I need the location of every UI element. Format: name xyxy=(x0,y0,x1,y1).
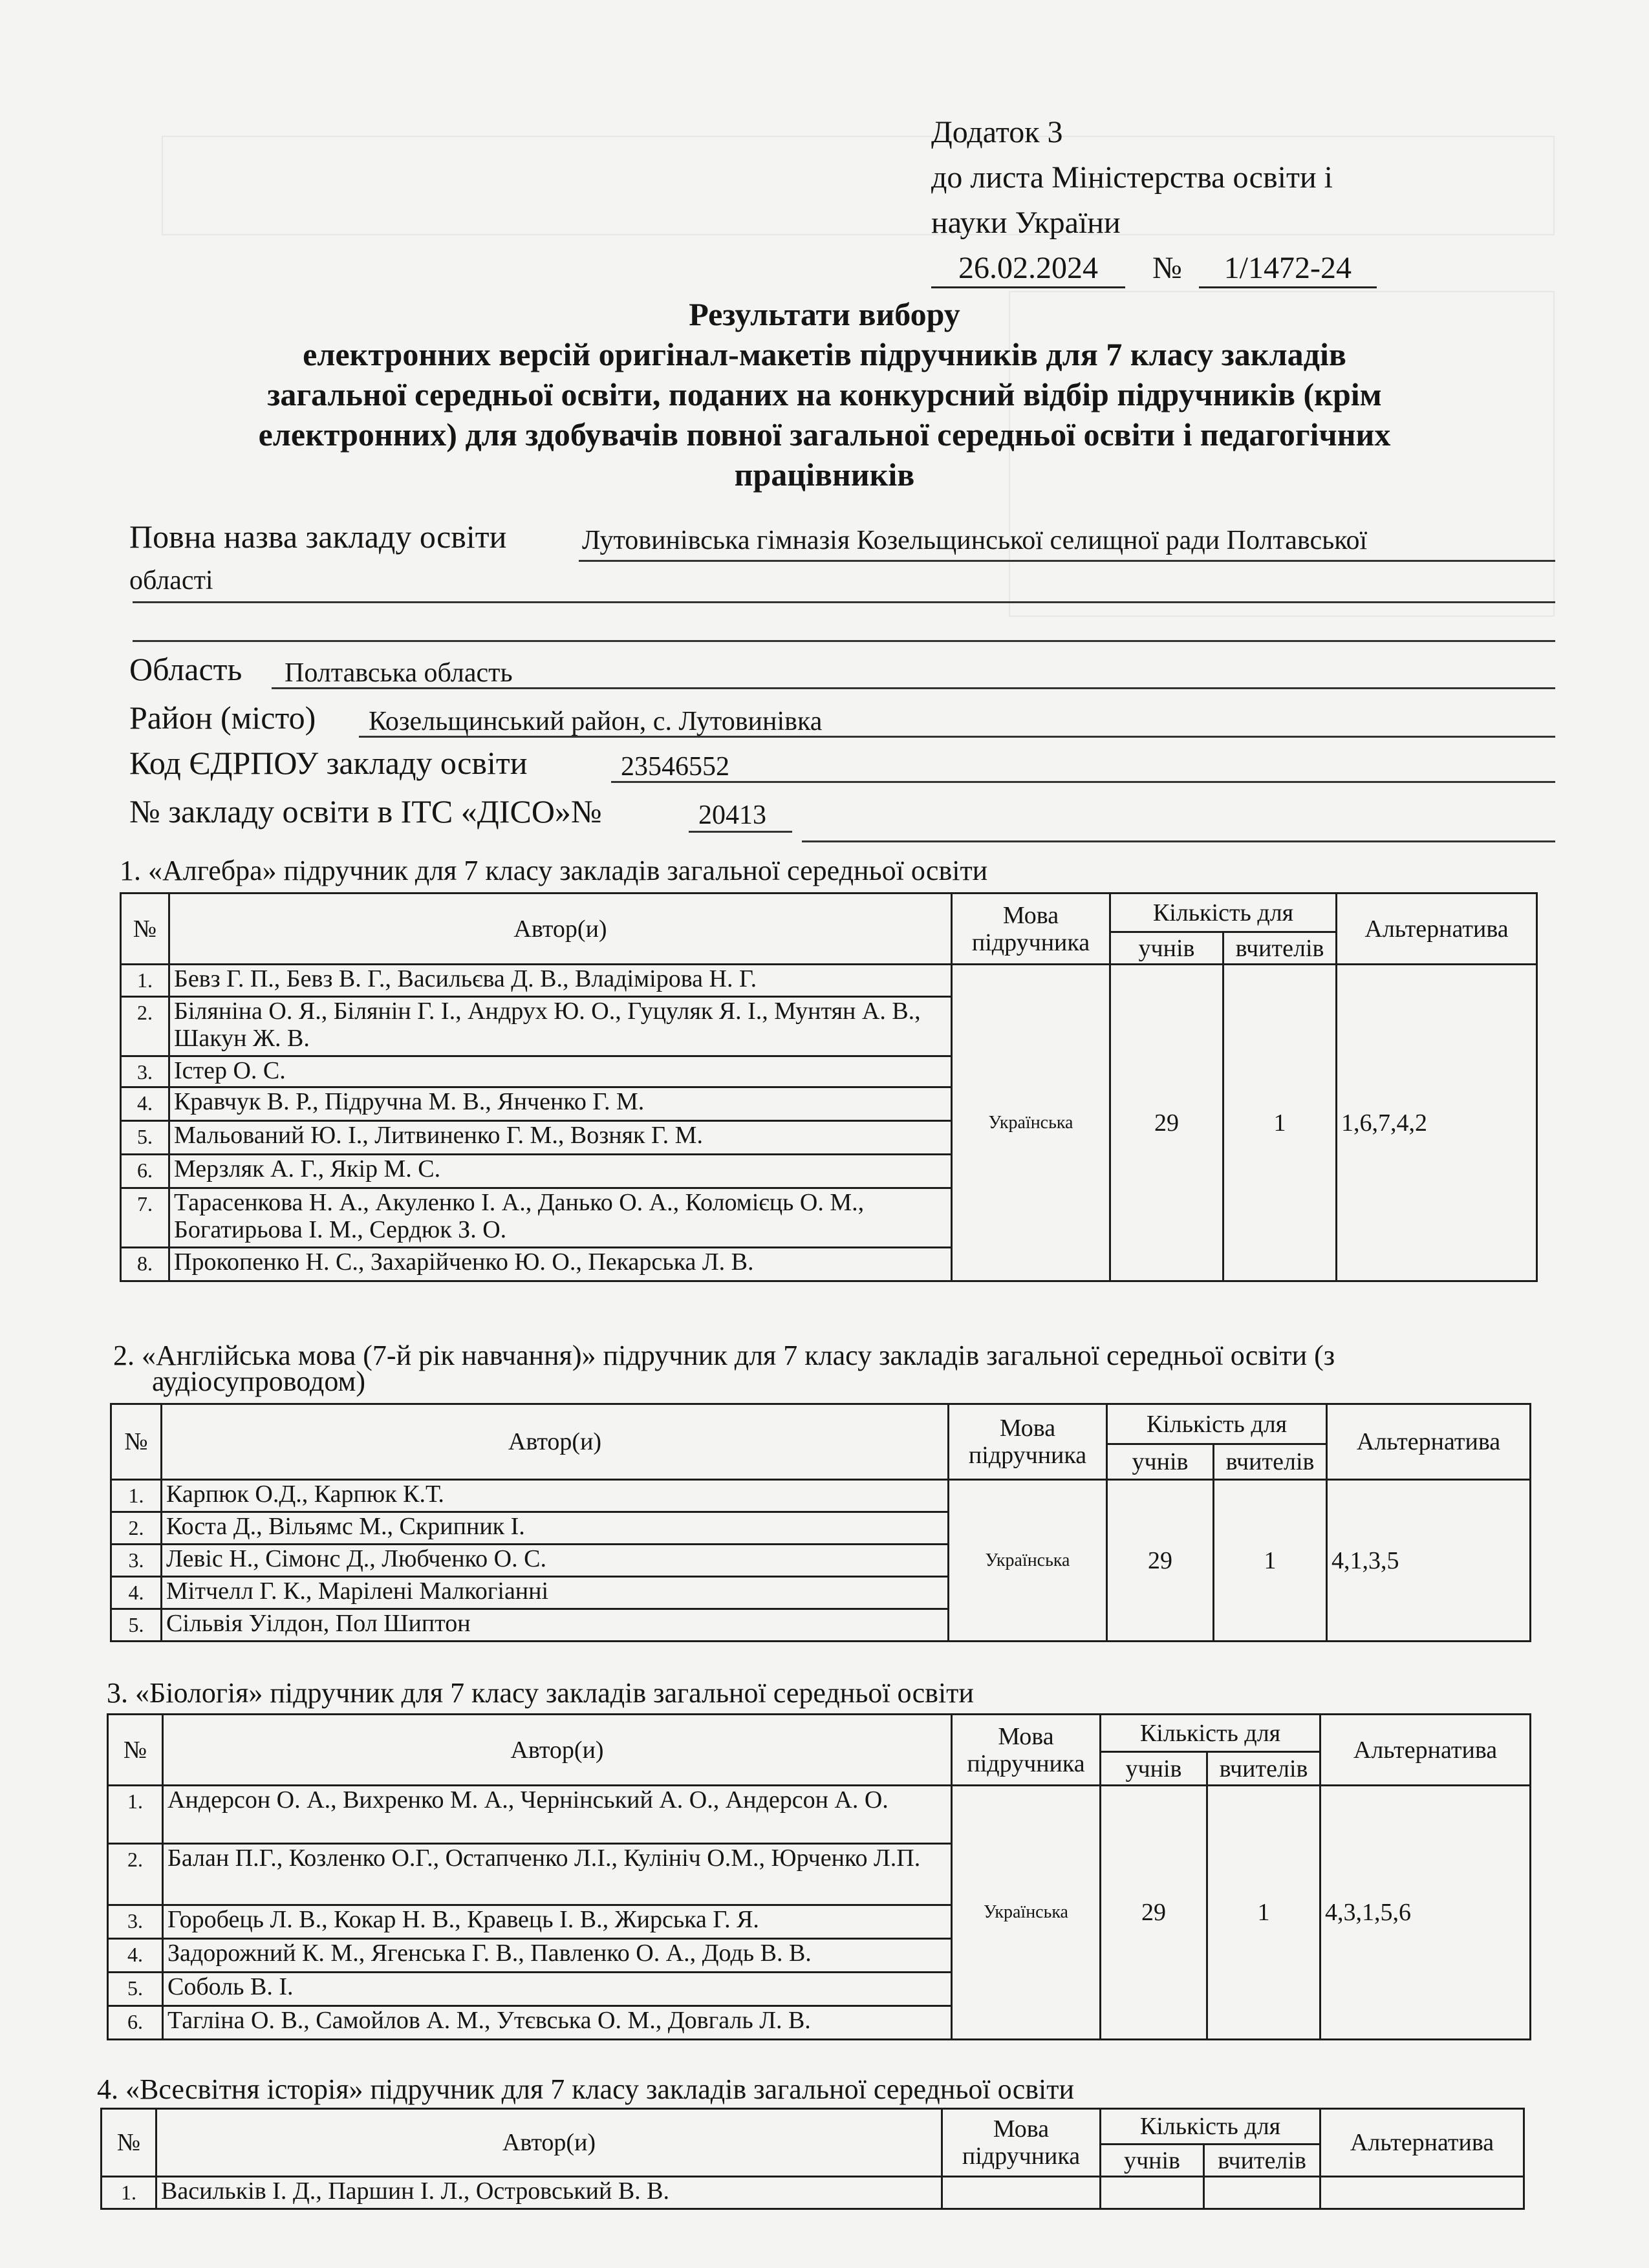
col-num: № xyxy=(102,2109,156,2177)
author-cell: Задорожний К. М., Ягенська Г. В., Павленко О. А., Додь В. В. xyxy=(163,1939,952,1973)
table-row: 1. Карпюк О.Д., Карпюк К.Т. Українська 29 1 4,1,3,5 xyxy=(111,1480,1531,1512)
table-row: 3. Левіс Н., Сімонс Д., Любченко О. С. xyxy=(111,1545,1531,1577)
region-field xyxy=(129,650,513,689)
students-count xyxy=(1101,2177,1204,2209)
col-language: Мова підручника xyxy=(952,1715,1101,1786)
author-cell: Андерсон О. А., Вихренко М. А., Чернінський А. О., Андерсон А. О. xyxy=(163,1786,952,1844)
author-cell: Коста Д., Вільямс М., Скрипник І. xyxy=(162,1512,949,1545)
region-value: Полтавська область xyxy=(285,658,513,688)
section-1-title: 1. «Алгебра» підручник для 7 класу закладів загальної середньої освіти xyxy=(120,855,988,886)
col-students: учнів xyxy=(1101,2145,1204,2177)
students-count: 29 xyxy=(1101,1786,1207,2040)
title-line-1: Результати вибору xyxy=(689,296,960,332)
col-teachers: вчителів xyxy=(1207,1752,1320,1786)
col-teachers: вчителів xyxy=(1204,2145,1320,2177)
alternative-value: 1,6,7,4,2 xyxy=(1337,965,1537,1281)
col-count: Кількість для xyxy=(1110,893,1337,932)
col-author: Автор(и) xyxy=(156,2109,942,2177)
institution-value-continued: області xyxy=(129,566,213,595)
col-students: учнів xyxy=(1107,1444,1214,1480)
author-cell: Прокопенко Н. С., Захарійченко Ю. О., Пекарська Л. В. xyxy=(169,1248,952,1281)
col-alternative: Альтернатива xyxy=(1320,2109,1524,2177)
algebra-table xyxy=(120,892,1538,1282)
author-cell: Тарасенкова Н. А., Акуленко І. А., Данько О. А., Коломієць О. М., Богатирьова І. М., Сердюк З. О. xyxy=(169,1188,952,1248)
col-language: Мова підручника xyxy=(952,893,1110,965)
institution-label: Повна назва закладу освіти xyxy=(129,519,507,555)
addendum-line-2: до листа Міністерства освіти і xyxy=(931,160,1333,195)
letter-date: 26.02.2024 xyxy=(931,253,1125,288)
biology-table xyxy=(107,1713,1531,2040)
district-field xyxy=(129,698,823,737)
table-row: 1. Бевз Г. П., Бевз В. Г., Васильєва Д. В., Владімірова Н. Г. Українська 29 1 1,6,7,4,2 xyxy=(121,965,1537,997)
edrpou-label: Код ЄДРПОУ закладу освіти xyxy=(129,745,528,781)
table-row: 2. Біляніна О. Я., Білянін Г. І., Андрух Ю. О., Гуцуляк Я. І., Мунтян А. В., Шакун Ж. В. xyxy=(121,997,1537,1056)
title-line-5: працівників xyxy=(734,456,915,493)
section-2-title-continued: аудіосупроводом) xyxy=(152,1365,365,1397)
teachers-count: 1 xyxy=(1223,965,1337,1281)
district-value: Козельщинський район, с. Лутовинівка xyxy=(369,707,823,736)
col-count: Кількість для xyxy=(1101,1715,1320,1752)
table-row: 1. Васильків І. Д., Паршин І. Л., Островський В. В. xyxy=(102,2177,1524,2209)
alternative-value: 4,3,1,5,6 xyxy=(1320,1786,1531,2040)
author-cell: Карпюк О.Д., Карпюк К.Т. xyxy=(162,1480,949,1512)
col-language: Мова підручника xyxy=(949,1404,1107,1480)
students-count: 29 xyxy=(1110,965,1223,1281)
addendum-line-3: науки України xyxy=(931,206,1121,240)
language-cell: Українська xyxy=(952,1786,1101,2040)
col-teachers: вчителів xyxy=(1223,932,1337,965)
underline xyxy=(133,601,1555,603)
col-students: учнів xyxy=(1110,932,1223,965)
underline xyxy=(579,560,1555,562)
table-row: 4. Кравчук В. Р., Підручна М. В., Янченко Г. М. xyxy=(121,1087,1537,1121)
table-row: 3. Істер О. С. xyxy=(121,1056,1537,1087)
table-row: 5. Соболь В. І. xyxy=(108,1973,1531,2006)
author-cell: Балан П.Г., Козленко О.Г., Остапченко Л.І., Кулініч О.М., Юрченко Л.П. xyxy=(163,1844,952,1905)
author-cell: Істер О. С. xyxy=(169,1056,952,1087)
author-cell: Бевз Г. П., Бевз В. Г., Васильєва Д. В., Владімірова Н. Г. xyxy=(169,965,952,997)
addendum-header xyxy=(931,110,1377,291)
col-author: Автор(и) xyxy=(169,893,952,965)
section-2-title: 2. «Англійська мова (7-й рік навчання)» підручник для 7 класу закладів загальної середньої освіти (з xyxy=(113,1340,1335,1371)
students-count: 29 xyxy=(1107,1480,1214,1642)
language-cell xyxy=(942,2177,1101,2209)
table-header-row xyxy=(102,2109,1524,2145)
edrpou-value: 23546552 xyxy=(621,752,729,782)
letter-number: 1/1472-24 xyxy=(1199,253,1377,288)
number-sign: № xyxy=(1152,251,1182,285)
teachers-count: 1 xyxy=(1207,1786,1320,2040)
table-header-row xyxy=(111,1404,1531,1444)
col-students: учнів xyxy=(1101,1752,1207,1786)
col-author: Автор(и) xyxy=(163,1715,952,1786)
table-row: 5. Сільвія Уілдон, Пол Шиптон xyxy=(111,1609,1531,1642)
table-row: 4. Задорожний К. М., Ягенська Г. В., Павленко О. А., Додь В. В. xyxy=(108,1939,1531,1973)
edrpou-field xyxy=(129,744,729,782)
table-row: 5. Мальований Ю. І., Литвиненко Г. М., Возняк Г. М. xyxy=(121,1121,1537,1155)
addendum-label: Додаток 3 xyxy=(931,115,1063,149)
author-cell: Левіс Н., Сімонс Д., Любченко О. С. xyxy=(162,1545,949,1577)
alternative-value: 4,1,3,5 xyxy=(1327,1480,1531,1642)
title-line-2: електронних версій оригінал-макетів підручників для 7 класу закладів xyxy=(303,336,1346,372)
english-table xyxy=(110,1403,1531,1642)
table-row: 4. Мітчелл Г. К., Марілені Малкогіанні xyxy=(111,1577,1531,1609)
section-4-title: 4. «Всесвітня історія» підручник для 7 класу закладів загальної середньої освіти xyxy=(97,2073,1075,2105)
author-cell: Васильків І. Д., Паршин І. Л., Островський В. В. xyxy=(156,2177,942,2209)
col-count: Кількість для xyxy=(1101,2109,1320,2145)
table-header-row xyxy=(121,893,1537,932)
underline xyxy=(359,736,1555,738)
col-author: Автор(и) xyxy=(162,1404,949,1480)
author-cell: Соболь В. І. xyxy=(163,1973,952,2006)
col-alternative: Альтернатива xyxy=(1320,1715,1531,1786)
itc-field xyxy=(129,792,766,831)
author-cell: Горобець Л. В., Кокар Н. В., Кравець І. В., Жирська Г. Я. xyxy=(163,1905,952,1939)
table-row: 2. Коста Д., Вільямс М., Скрипник І. xyxy=(111,1512,1531,1545)
col-count: Кількість для xyxy=(1107,1404,1327,1444)
world-history-table xyxy=(100,2108,1525,2210)
col-num: № xyxy=(108,1715,163,1786)
region-label: Область xyxy=(129,651,242,687)
author-cell: Сільвія Уілдон, Пол Шиптон xyxy=(162,1609,949,1642)
itc-value: 20413 xyxy=(698,800,766,830)
language-cell: Українська xyxy=(952,965,1110,1281)
table-row: 6. Тагліна О. В., Самойлов А. М., Утєвська О. М., Довгаль Л. В. xyxy=(108,2006,1531,2040)
author-cell: Мерзляк А. Г., Якір М. С. xyxy=(169,1155,952,1188)
itc-label: № закладу освіти в ІТС «ДІСО»№ xyxy=(129,793,602,829)
col-language: Мова підручника xyxy=(942,2109,1101,2177)
title-line-4: електронних) для здобувачів повної загальної середньої освіти і педагогічних xyxy=(258,416,1391,453)
col-alternative: Альтернатива xyxy=(1327,1404,1531,1480)
table-row: 7. Тарасенкова Н. А., Акуленко І. А., Данько О. А., Коломієць О. М., Богатирьова І. М., Сердюк З. О. xyxy=(121,1188,1537,1248)
author-cell: Тагліна О. В., Самойлов А. М., Утєвська О. М., Довгаль Л. В. xyxy=(163,2006,952,2040)
underline xyxy=(802,840,1555,842)
col-alternative: Альтернатива xyxy=(1337,893,1537,965)
district-label: Район (місто) xyxy=(129,700,316,736)
underline xyxy=(133,640,1555,642)
language-cell: Українська xyxy=(949,1480,1107,1642)
table-header-row xyxy=(108,1715,1531,1752)
section-3-title: 3. «Біологія» підручник для 7 класу закладів загальної середньої освіти xyxy=(107,1677,974,1709)
underline xyxy=(689,831,792,833)
author-cell: Кравчук В. Р., Підручна М. В., Янченко Г. М. xyxy=(169,1087,952,1121)
title-line-3: загальної середньої освіти, поданих на конкурсний відбір підручників (крім xyxy=(267,376,1382,412)
institution-value: Лутовинівська гімназія Козельщинської селищної ради Полтавської xyxy=(582,526,1368,555)
col-teachers: вчителів xyxy=(1214,1444,1327,1480)
alternative-value xyxy=(1320,2177,1524,2209)
document-title xyxy=(97,294,1552,495)
author-cell: Мальований Ю. І., Литвиненко Г. М., Возняк Г. М. xyxy=(169,1121,952,1155)
teachers-count xyxy=(1204,2177,1320,2209)
author-cell: Біляніна О. Я., Білянін Г. І., Андрух Ю. О., Гуцуляк Я. І., Мунтян А. В., Шакун Ж. В. xyxy=(169,997,952,1056)
table-row: 3. Горобець Л. В., Кокар Н. В., Кравець І. В., Жирська Г. Я. xyxy=(108,1905,1531,1939)
underline xyxy=(272,687,1555,689)
institution-field xyxy=(129,517,1368,556)
author-cell: Мітчелл Г. К., Марілені Малкогіанні xyxy=(162,1577,949,1609)
col-num: № xyxy=(111,1404,162,1480)
table-row: 2. Балан П.Г., Козленко О.Г., Остапченко Л.І., Кулініч О.М., Юрченко Л.П. xyxy=(108,1844,1531,1905)
underline xyxy=(611,781,1555,783)
table-row: 6. Мерзляк А. Г., Якір М. С. xyxy=(121,1155,1537,1188)
table-row: 1. Андерсон О. А., Вихренко М. А., Чернінський А. О., Андерсон А. О. Українська 29 1 4,3,1,5,6 xyxy=(108,1786,1531,1844)
table-row: 8. Прокопенко Н. С., Захарійченко Ю. О., Пекарська Л. В. xyxy=(121,1248,1537,1281)
col-num: № xyxy=(121,893,169,965)
teachers-count: 1 xyxy=(1214,1480,1327,1642)
